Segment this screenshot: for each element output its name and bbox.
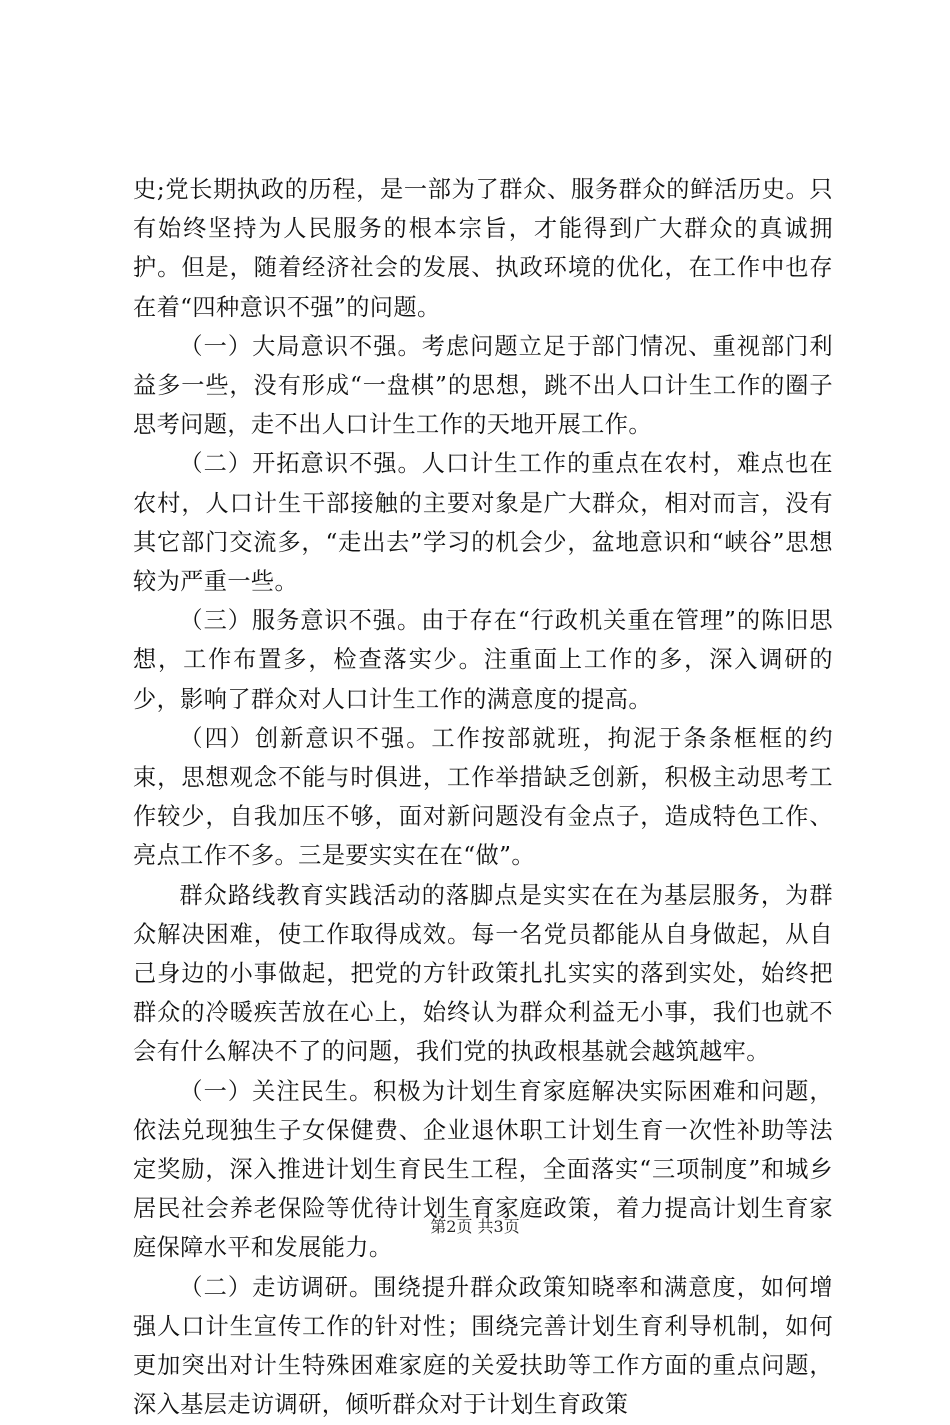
paragraph-1: 史;党长期执政的历程，是一部为了群众、服务群众的鲜活历史。只有始终坚持为人民服务的根本宗旨，才能得到广大群众的真诚拥护。但是，随着经济社会的发展、执政环境的优化，在工作中也存在着“四种意识不强”的问题。	[133, 176, 833, 321]
paragraph-2: （一）大局意识不强。考虑问题立足于部门情况、重视部门利益多一些，没有形成“一盘棋”的思想，跳不出人口计生工作的圈子思考问题，走不出人口计生工作的天地开展工作。	[133, 332, 833, 439]
paragraph-6: 群众路线教育实践活动的落脚点是实实在在为基层服务，为群众解决困难，使工作取得成效。每一名党员都能从自身做起，从自己身边的小事做起，把党的方针政策扎扎实实的落到实处，始终把群众的冷暖疾苦放在心上，始终认为群众利益无小事，我们也就不会有什么解决不了的问题，我们党的执政根基就会越筑越牢。	[133, 881, 833, 1066]
paragraph-3: （二）开拓意识不强。人口计生工作的重点在农村，难点也在农村，人口计生干部接触的主要对象是广大群众，相对而言，没有其它部门交流多，“走出去”学习的机会少，盆地意识和“峡谷”思想较为严重一些。	[133, 450, 833, 596]
paragraph-8: （二）走访调研。围绕提升群众政策知晓率和满意度，如何增强人口计生宣传工作的针对性；围绕完善计划生育利导机制，如何更加突出对计生特殊困难家庭的关爱扶助等工作方面的重点问题，深入基层走访调研，倾听群众对于计划生育政策	[133, 1273, 833, 1419]
paragraph-4: （三）服务意识不强。由于存在“行政机关重在管理”的陈旧思想，工作布置多，检查落实少。注重面上工作的多，深入调研的少，影响了群众对人口计生工作的满意度的提高。	[133, 607, 833, 713]
paragraph-7: （一）关注民生。积极为计划生育家庭解决实际困难和问题，依法兑现独生子女保健费、企业退休职工计划生育一次性补助等法定奖励，深入推进计划生育民生工程，全面落实“三项制度”和城乡居民社会养老保险等优待计划生育家庭政策，着力提高计划生育家庭保障水平和发展能力。	[133, 1077, 833, 1262]
page-footer: 第2页 共3页	[430, 1217, 520, 1236]
paragraph-5: （四）创新意识不强。工作按部就班，拘泥于条条框框的约束，思想观念不能与时俱进，工作举措缺乏创新，积极主动思考工作较少，自我加压不够，面对新问题没有金点子，造成特色工作、亮点工作不多。三是要实实在在“做”。	[133, 724, 833, 870]
